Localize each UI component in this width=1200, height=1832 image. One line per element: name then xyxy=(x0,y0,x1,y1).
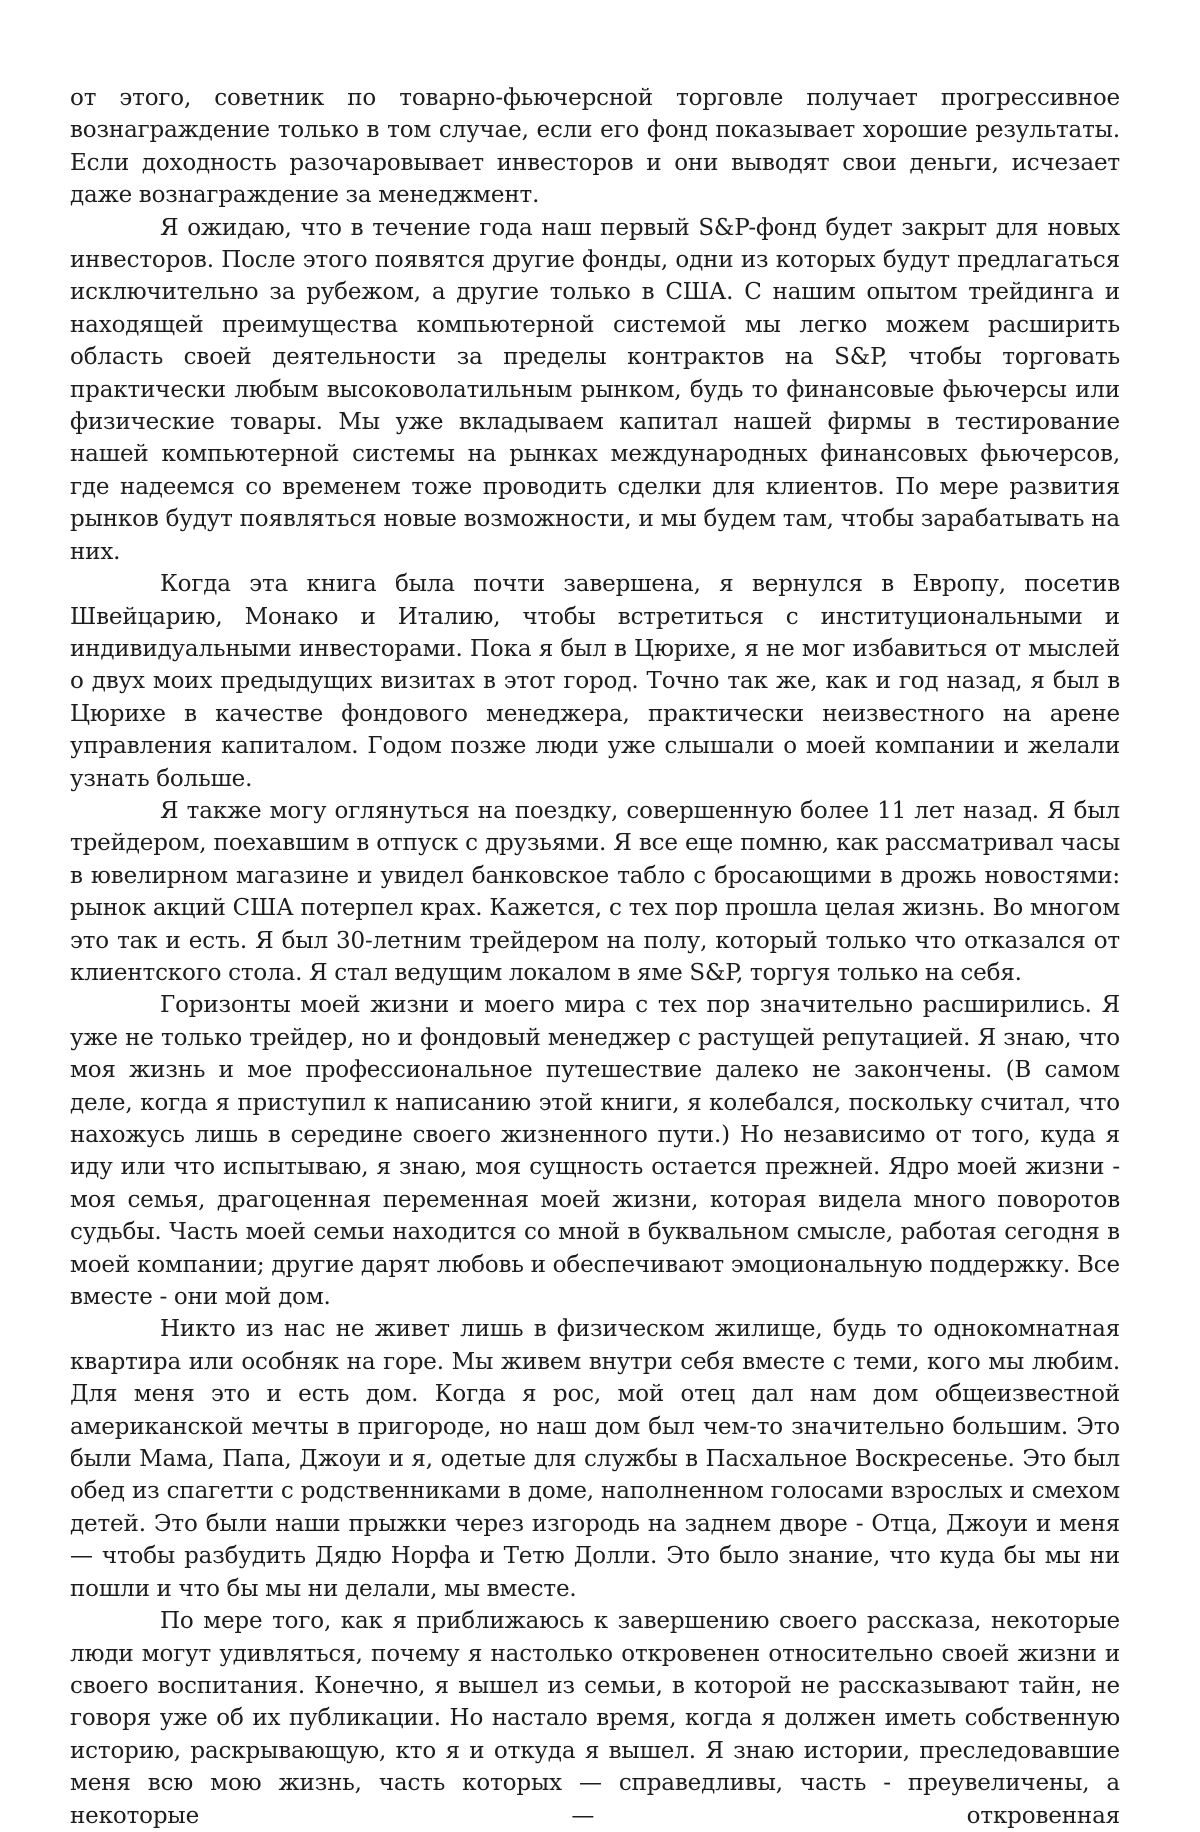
paragraph-6: Никто из нас не живет лишь в физическом жилище, будь то однокомнатная квартира или особняк на горе. Мы живем внутри себя вместе с теми, кого мы любим. Для меня это и есть дом. Когда я рос, мой отец дал нам дом общеизвестной американской мечты в пригороде, но наш дом был чем-то значительно большим. Это были Мама, Папа, Джоуи и я, одетые для службы в Пасхальное Воскресенье. Это был обед из спагетти с родственниками в доме, наполненном голосами взрослых и смехом детей. Это были наши прыжки через изгородь на заднем дворе - Отца, Джоуи и меня — чтобы разбудить Дядю Норфа и Тетю Долли. Это было знание, что куда бы мы ни пошли и что бы мы ни делали, мы вместе. xyxy=(70,1316,1120,1602)
paragraph-1: от этого, советник по товарно-фьючерсной торговле получает прогрессивное вознаграждение только в том случае, если его фонд показывает хорошие результаты. Если доходность разочаровывает инвесторов и они выводят свои деньги, исчезает даже вознаграждение за менеджмент. xyxy=(70,85,1120,209)
paragraph-2: Я ожидаю, что в течение года наш первый S&P-фонд будет закрыт для новых инвесторов. После этого появятся другие фонды, одни из которых будут предлагаться исключительно за рубежом, а другие только в США. С нашим опытом трейдинга и находящей преимущества компьютерной системой мы легко можем расширить область своей деятельности за пределы контрактов на S&P, чтобы торговать практически любым высоковолатильным рынком, будь то финансовые фьючерсы или физические товары. Мы уже вкладываем капитал нашей фирмы в тестирование нашей компьютерной системы на рынках международных финансовых фьючерсов, где надеемся со временем тоже проводить сделки для клиентов. По мере развития рынков будут появляться новые возможности, и мы будем там, чтобы зарабатывать на них. xyxy=(70,214,1120,565)
paragraph-5: Горизонты моей жизни и моего мира с тех пор значительно расширились. Я уже не только трейдер, но и фондовый менеджер с растущей репутацией. Я знаю, что моя жизнь и мое профессиональное путешествие далеко не закончены. (В самом деле, когда я приступил к написанию этой книги, я колебался, поскольку считал, что нахожусь лишь в середине своего жизненного пути.) Но независимо от того, куда я иду или что испытываю, я знаю, моя сущность остается прежней. Ядро моей жизни - моя семья, драгоценная переменная моей жизни, которая видела много поворотов судьбы. Часть моей семьи находится со мной в буквальном смысле, работая сегодня в моей компании; другие дарят любовь и обеспечивают эмоциональную поддержку. Все вместе - они мой дом. xyxy=(70,992,1120,1311)
paragraph-4: Я также могу оглянуться на поездку, совершенную более 11 лет назад. Я был трейдером, поехавшим в отпуск с друзьями. Я все еще помню, как рассматривал часы в ювелирном магазине и увидел банковское табло с бросающими в дрожь новостями: рынок акций США потерпел крах. Кажется, с тех пор прошла целая жизнь. Во многом это так и есть. Я был 30-летним трейдером на полу, который только что отказался от клиентского стола. Я стал ведущим локалом в яме S&P, торгуя только на себя. xyxy=(70,797,1120,986)
document-page xyxy=(70,82,1120,1832)
paragraph-3: Когда эта книга была почти завершена, я вернулся в Европу, посетив Швейцарию, Монако и Италию, чтобы встретиться с институциональными и индивидуальными инвесторами. Пока я был в Цюрихе, я не мог избавиться от мыслей о двух моих предыдущих визитах в этот город. Точно так же, как и год назад, я был в Цюрихе в качестве фондового менеджера, практически неизвестного на арене управления капиталом. Годом позже люди уже слышали о моей компании и желали узнать больше. xyxy=(70,571,1120,792)
paragraph-7: По мере того, как я приближаюсь к завершению своего рассказа, некоторые люди могут удивляться, почему я настолько откровенен относительно своей жизни и своего воспитания. Конечно, я вышел из семьи, в которой не рассказывают тайн, не говоря уже об их публикации. Но настало время, когда я должен иметь собственную историю, раскрывающую, кто я и откуда я вышел. Я знаю истории, преследовавшие меня всю мою жизнь, часть которых — справедливы, часть - преувеличены, а некоторые — откровенная xyxy=(70,1608,1120,1829)
